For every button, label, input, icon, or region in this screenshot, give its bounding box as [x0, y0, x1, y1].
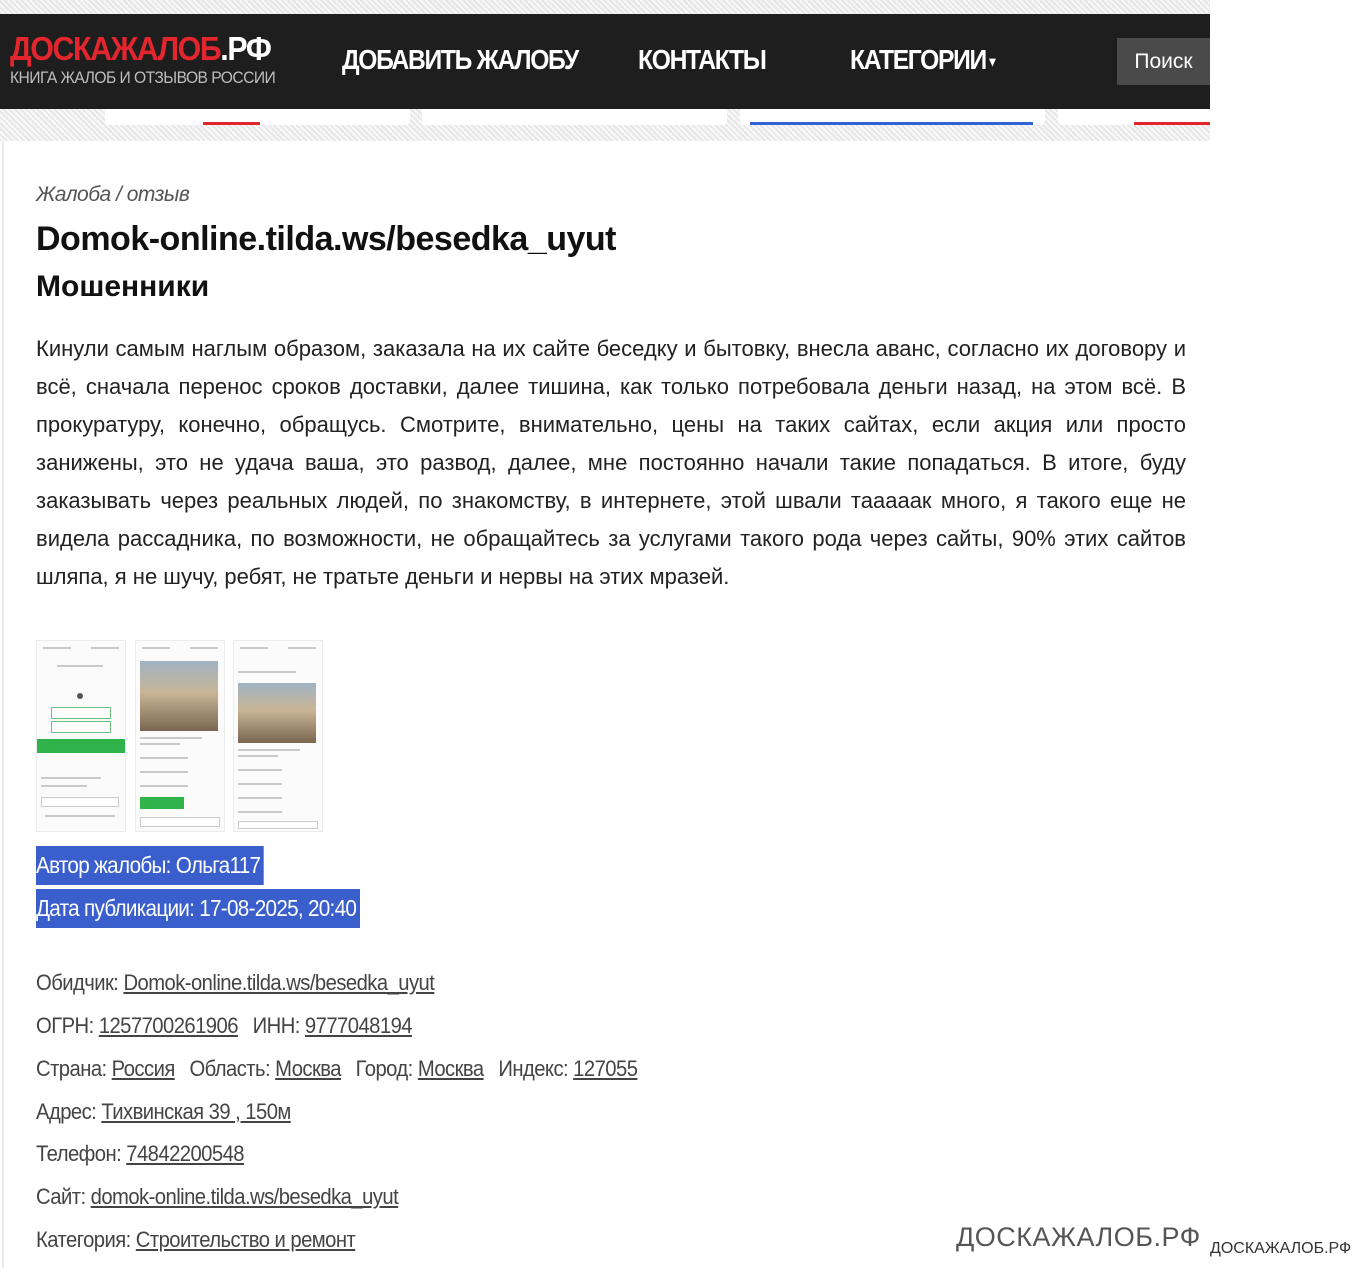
- navbar: [0, 14, 1210, 109]
- nav-categories[interactable]: [850, 44, 994, 76]
- region-link[interactable]: Москва: [275, 1056, 341, 1081]
- breadcrumb: Жалоба / отзыв: [36, 183, 190, 206]
- tab-piece: [740, 109, 1045, 125]
- date-label: Дата публикации:: [36, 895, 195, 921]
- country-label: Страна:: [36, 1056, 107, 1081]
- author-line: [36, 846, 289, 885]
- complaint-subtitle: Мошенники: [36, 270, 210, 303]
- caret-down-icon: ▾: [989, 53, 995, 70]
- category-label: Категория:: [36, 1227, 131, 1252]
- ogrn-label: ОГРН:: [36, 1013, 94, 1038]
- nav-categories-label: КАТЕГОРИИ: [850, 44, 986, 75]
- tab-piece: [1058, 109, 1210, 125]
- city-link[interactable]: Москва: [417, 1056, 484, 1081]
- logo-title-white: .РФ: [220, 30, 271, 67]
- top-pattern-strip: [0, 0, 1210, 14]
- inn-label: ИНН:: [252, 1013, 300, 1038]
- site-label: Сайт:: [36, 1184, 86, 1209]
- category-row: [36, 1227, 355, 1253]
- nav-contacts[interactable]: КОНТАКТЫ: [638, 44, 766, 75]
- watermark-small: ДОСКАЖАЛОБ.РФ: [1210, 1240, 1352, 1257]
- author-label: Автор жалобы:: [36, 852, 171, 878]
- nav-add-complaint[interactable]: ДОБАВИТЬ ЖАЛОБУ: [342, 44, 578, 75]
- ogrn-inn-row: [36, 1013, 412, 1039]
- phone-row: [36, 1141, 244, 1167]
- country-link[interactable]: Россия: [111, 1056, 175, 1081]
- sub-navbar-strip: [0, 109, 1210, 141]
- content-left-border: [2, 141, 4, 1268]
- search-button[interactable]: Поиск: [1117, 38, 1210, 85]
- address-row: [36, 1099, 291, 1125]
- city-label: Город:: [355, 1056, 413, 1081]
- offender-label: Обидчик:: [36, 970, 119, 995]
- attachment-thumbnail[interactable]: [36, 640, 126, 832]
- complaint-text: Кинули самым наглым образом, заказала на их сайте беседку и бытовку, внесла аванс, согласно их договору и всё, сначала перенос сроков доставки, далее тишина, как только потребовала деньги назад, на этом всё. В прокуратуру, конечно, обращусь. Смотрите, внимательно, цены на таких сайтах, если акция или просто занижены, это не удача ваша, это развод, далее, мне постоянно начали такие попадаться. В итоге, буду заказывать через реальных людей, по знакомству, в интернете, этой швали таааaак много, я такого еще не видела рассадника, по возможности, не обращайтесь за услугами такого рода через сайты, 90% этих сайтов шляпа, я не шучу, ребят, не тратьте деньги и нервы на этих мразей.: [36, 336, 1186, 589]
- ogrn-link[interactable]: 1257700261906: [98, 1013, 238, 1038]
- logo-tagline: КНИГА ЖАЛОБ И ОТЗЫВОВ РОССИИ: [10, 68, 276, 87]
- logo-title: [10, 32, 275, 66]
- index-label: Индекс:: [498, 1056, 569, 1081]
- phone-link[interactable]: 74842200548: [126, 1141, 245, 1166]
- location-row: [36, 1056, 637, 1082]
- address-label: Адрес:: [36, 1099, 97, 1124]
- date-line: [36, 889, 396, 928]
- category-link[interactable]: Строительство и ремонт: [135, 1227, 356, 1252]
- region-label: Область:: [189, 1056, 271, 1081]
- tab-piece: [105, 109, 410, 125]
- inn-link[interactable]: 9777048194: [304, 1013, 412, 1038]
- publication-date: 17-08-2025, 20:40: [199, 895, 357, 921]
- logo-title-red: ДОСКАЖАЛОБ: [10, 30, 221, 67]
- site-logo[interactable]: [10, 32, 298, 88]
- attachment-thumbnail[interactable]: [233, 640, 323, 832]
- offender-link[interactable]: Domok-online.tilda.ws/besedka_uyut: [123, 970, 435, 995]
- watermark-large: ДОСКАЖАЛОБ.РФ: [956, 1222, 1201, 1252]
- site-row: [36, 1184, 398, 1210]
- site-link[interactable]: domok-online.tilda.ws/besedka_uyut: [90, 1184, 399, 1209]
- address-link[interactable]: Тихвинская 39 , 150м: [101, 1099, 291, 1124]
- offender-row: [36, 970, 434, 996]
- index-link[interactable]: 127055: [573, 1056, 638, 1081]
- tab-piece: [422, 109, 727, 125]
- attachment-thumbnail[interactable]: [135, 640, 225, 832]
- author-link[interactable]: Ольга117: [175, 852, 261, 878]
- page-title: Domok-online.tilda.ws/besedka_uyut: [36, 220, 617, 258]
- phone-label: Телефон:: [36, 1141, 122, 1166]
